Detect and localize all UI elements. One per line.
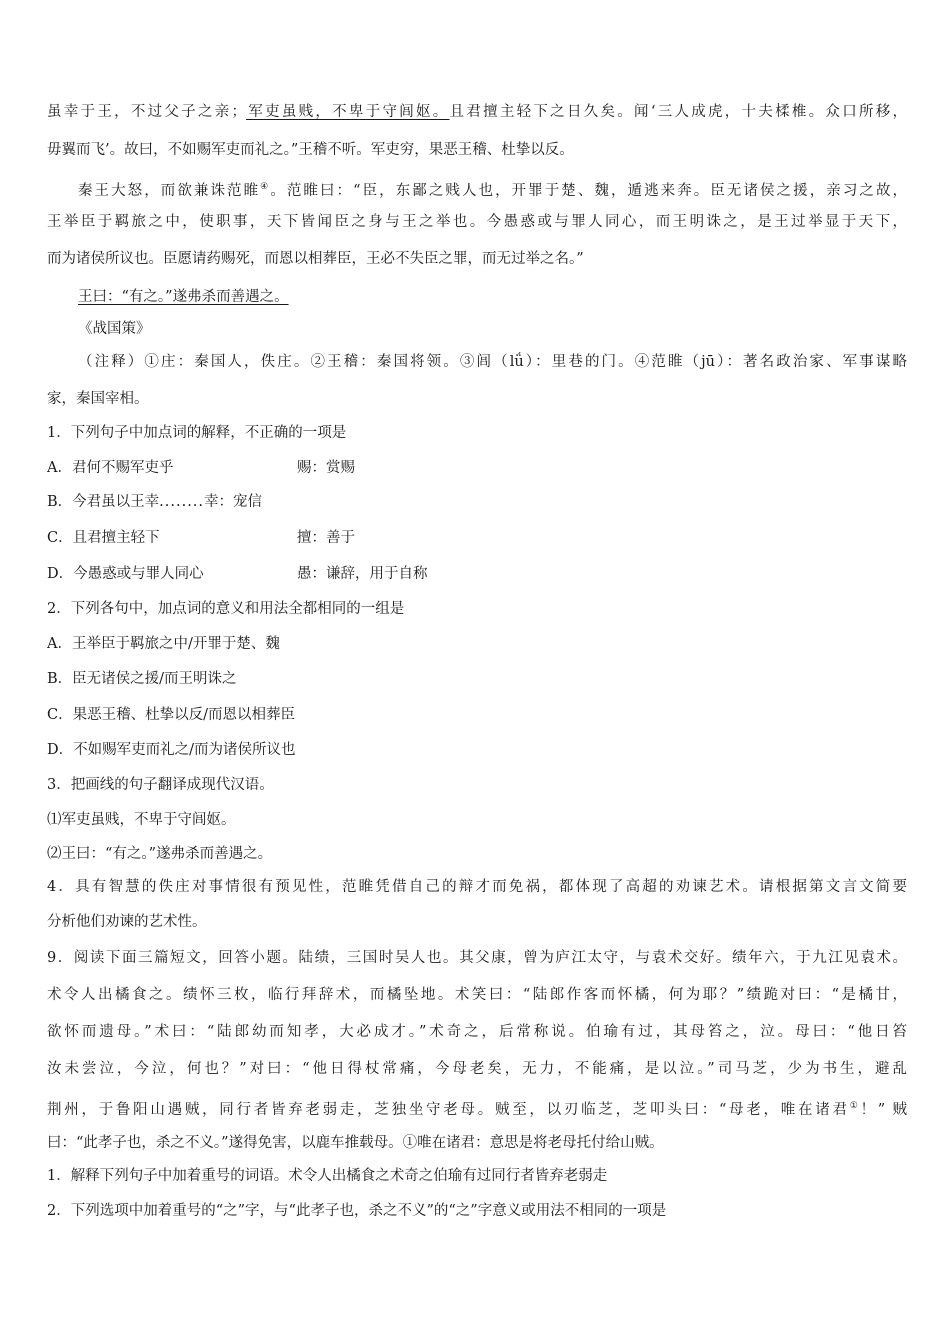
q2-option-c: C．果恶王稽、杜挚以反/而恩以相葬臣 [47, 707, 295, 723]
option-text: C．且君擅主轻下 [47, 530, 160, 546]
passage-text: 秦王大怒，而欲兼诛范睢 [78, 182, 261, 199]
q9-line-6: 曰：“此孝子也，杀之不义。”遂得免害，以鹿车推载母。①唯在诸君：意思是将老母托付给山贼。 [47, 1135, 664, 1151]
option-text: B．今君虽以王幸 [47, 494, 160, 510]
passage-text: 且君擅主轻下之日久矣。闻‘三人成虎，十夫楺椎。众口所移， [449, 104, 907, 120]
q9-line-2: 术令人出橘食之。绩怀三枚，临行拜辞术，而橘坠地。术笑曰：“陆郎作客而怀橘，何为耶？”绩跪对曰：“是橘甘， [47, 987, 907, 1003]
passage-text: 虽幸于王，不过父子之亲； [47, 104, 246, 120]
q9-line-1: 9．阅读下面三篇短文，回答小题。陆绩，三国时吴人也。其父康，曾为庐江太守，与袁术交好。绩年六，于九江见袁术。 [47, 950, 907, 966]
emphasis-dots: ........ [159, 494, 205, 510]
option-answer: 愚：谦辞，用于自称 [297, 566, 428, 582]
q1-option-b [47, 492, 907, 512]
q1-option-d [47, 564, 907, 584]
q2-option-a: A．王举臣于羁旅之中/开罪于楚、魏 [47, 636, 280, 652]
passage-text: 。范睢曰：“臣，东鄙之贱人也，开罪于楚、魏，遁逃来奔。臣无诸侯之援，亲习之故， [270, 182, 907, 199]
passage-line-3 [78, 177, 907, 201]
footnote-marker: ④ [260, 182, 271, 192]
option-answer: 幸：宠信 [204, 494, 263, 510]
q2-stem: 2．下列各句中，加点词的意义和用法全都相同的一组是 [47, 601, 405, 617]
option-answer: 赐：赏赐 [297, 460, 355, 476]
passage-line-5: 而为诸侯所议也。臣愿请药赐死，而恩以相葬臣，王必不失臣之罪，而无过举之名。” [47, 251, 584, 267]
passage-line-2: 毋翼而飞’。故曰，不如赐军吏而礼之。”王稽不听。军吏穷，果恶王稽、杜挚以反。 [47, 142, 574, 158]
note-line-1: （注释）①庄：秦国人，佚庄。②王稽：秦国将领。③闾（lǘ）：里巷的门。④范睢（jū）：著名政治家、军事谋略 [78, 354, 907, 370]
passage-text: ！” 贼 [860, 1101, 907, 1118]
underlined-sentence: 军吏虽贱，不卑于守闾妪。 [246, 104, 450, 120]
q2-option-d: D．不如赐军吏而礼之/而为诸侯所议也 [47, 742, 296, 758]
q4-line-1: 4．具有智慧的佚庄对事情很有预见性，范睢凭借自己的辩才而免祸，都体现了高超的劝谏艺术。请根据第文言文简要 [47, 879, 907, 895]
q2-option-b: B．臣无诸侯之援/而王明诛之 [47, 671, 237, 687]
q3-sentence-2: ⑵王曰：“有之。”遂弗杀而善遇之。 [47, 846, 273, 862]
q9-line-5 [47, 1096, 907, 1120]
q1-option-a [47, 458, 907, 478]
footnote-marker: ① [849, 1101, 861, 1111]
q9-line-4: 汝未尝泣，今泣，何也？”对曰：“他日得杖常痛，今母老矣，无力，不能痛，是以泣。”司马芝，少为书生，避乱 [47, 1061, 907, 1077]
passage-line-4: 王举臣于羁旅之中，使职事，天下皆闻臣之身与王之举也。今愚惑或与罪人同心，而王明诛之，是王过举显于天下， [47, 214, 907, 230]
q1-stem: 1．下列句子中加点词的解释，不正确的一项是 [47, 425, 347, 441]
underlined-sentence: 王曰：“有之。”遂弗杀而善遇之。 [78, 289, 289, 305]
q3-sentence-1: ⑴军吏虽贱，不卑于守闾妪。 [47, 812, 236, 828]
source-title: 《战国策》 [78, 321, 151, 337]
passage-line-1 [47, 102, 907, 122]
q3-stem: 3．把画线的句子翻译成现代汉语。 [47, 777, 274, 793]
option-text: D．今愚惑或与罪人同心 [47, 566, 204, 582]
q4-line-2: 分析他们劝谏的艺术性。 [47, 914, 207, 930]
q9-sub-question-2: 2．下列选项中加着重号的“之”字，与“此孝子也，杀之不义”的“之”字意义或用法不相同的一项是 [47, 1203, 667, 1219]
q9-line-3: 欲怀而遗母。”术曰：“陆郎幼而知孝，大必成才。”术奇之，后常称说。伯瑜有过，其母笞之，泣。母曰：“他日笞 [47, 1024, 907, 1040]
q9-sub-question-1: 1．解释下列句子中加着重号的词语。术令人出橘食之术奇之伯瑜有过同行者皆弃老弱走 [47, 1168, 608, 1184]
passage-line-6 [78, 287, 907, 307]
option-text: A．君何不赐军吏乎 [47, 460, 174, 476]
note-line-2: 家，秦国宰相。 [47, 391, 149, 407]
q1-option-c [47, 528, 907, 548]
passage-text: 荆州，于鲁阳山遇贼，同行者皆弃老弱走，芝独坐守老母。贼至，以刃临芝，芝叩头曰：“母老，唯在诸君 [47, 1101, 850, 1118]
option-answer: 擅：善于 [297, 530, 355, 546]
